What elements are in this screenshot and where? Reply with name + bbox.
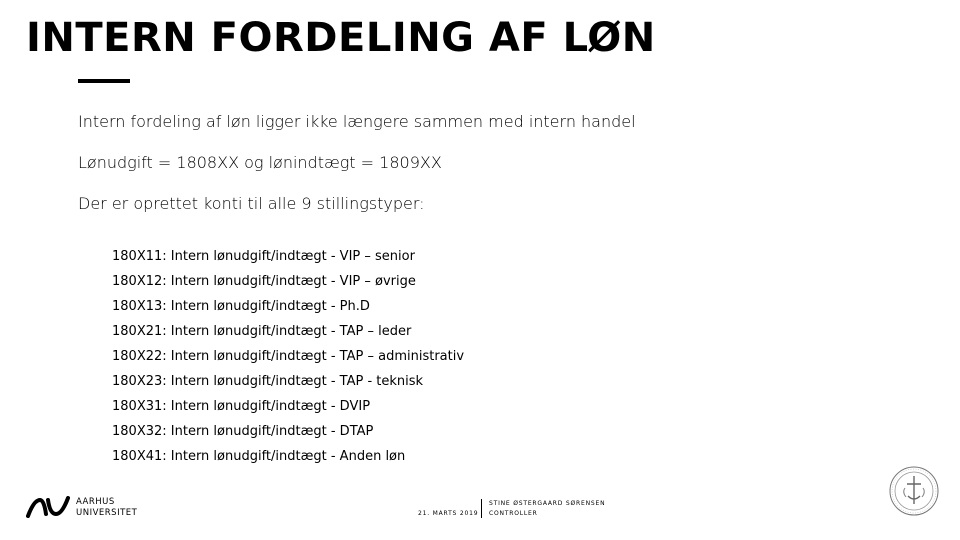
account-list bbox=[112, 248, 464, 473]
list-item: 180X41: Intern lønudgift/indtægt - Anden løn bbox=[112, 449, 406, 464]
list-item: 180X31: Intern lønudgift/indtægt - DVIP bbox=[112, 399, 371, 414]
au-logo-icon bbox=[26, 496, 70, 518]
au-seal-icon bbox=[888, 462, 940, 520]
university-name: AARHUS UNIVERSITET bbox=[76, 497, 138, 518]
bullet-2: Lønudgift = 1808XX og lønindtægt = 1809XX bbox=[78, 153, 442, 172]
bullet-3: Der er oprettet konti til alle 9 stillingstyper: bbox=[78, 194, 425, 213]
bullet-1: Intern fordeling af løn ligger ikke længere sammen med intern handel bbox=[78, 112, 636, 131]
list-item: 180X32: Intern lønudgift/indtægt - DTAP bbox=[112, 424, 374, 439]
footer-date: 21. MARTS 2019 bbox=[418, 510, 479, 517]
slide-title: INTERN FORDELING AF LØN bbox=[26, 15, 656, 61]
footer-divider bbox=[481, 499, 482, 518]
list-item: 180X23: Intern lønudgift/indtægt - TAP - teknisk bbox=[112, 374, 424, 389]
presenter-info: STINE ØSTERGAARD SØRENSEN CONTROLLER bbox=[489, 500, 606, 517]
title-underline bbox=[78, 79, 130, 83]
list-item: 180X21: Intern lønudgift/indtægt - TAP – leder bbox=[112, 324, 412, 339]
list-item: 180X13: Intern lønudgift/indtægt - Ph.D bbox=[112, 299, 370, 314]
list-item: 180X22: Intern lønudgift/indtægt - TAP – administrativ bbox=[112, 349, 465, 364]
list-item: 180X12: Intern lønudgift/indtægt - VIP – øvrige bbox=[112, 274, 416, 289]
list-item: 180X11: Intern lønudgift/indtægt - VIP – senior bbox=[112, 249, 415, 264]
